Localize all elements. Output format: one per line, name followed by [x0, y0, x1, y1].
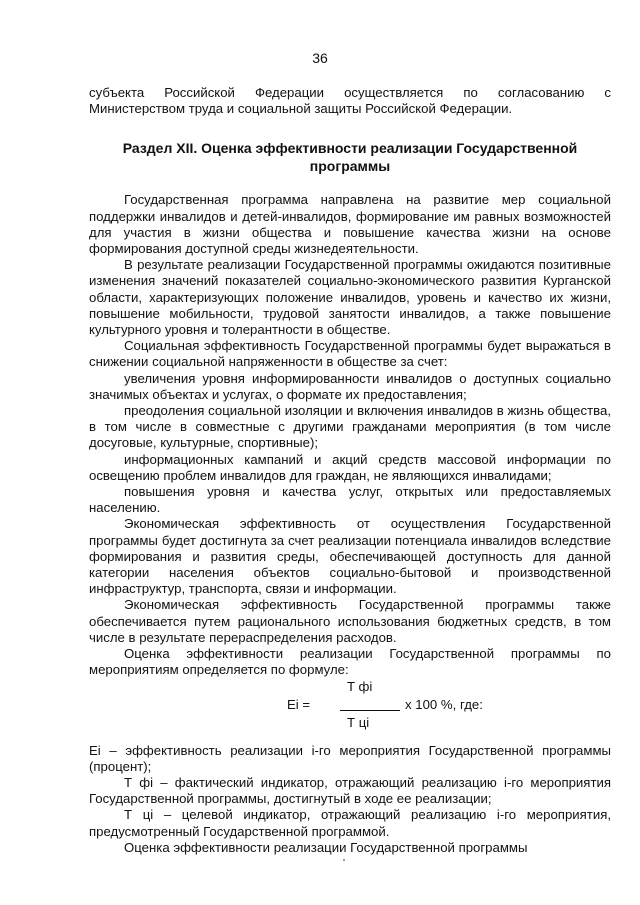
scan-speck — [343, 859, 345, 861]
efficiency-formula — [89, 679, 611, 743]
definition: Т цi – целевой индикатор, отражающий реализацию i-го мероприятия, предусмотренный Государственной программой. — [89, 807, 611, 839]
intro-paragraph: субъекта Российской Федерации осуществляется по согласованию с Министерством труда и социальной защиты Российской Федерации. — [89, 85, 611, 117]
paragraph: Социальная эффективность Государственной программы будет выражаться в снижении социальной напряженности в обществе за счет: — [89, 338, 611, 370]
formula-lhs: Еi = — [287, 696, 311, 712]
formula-numerator: T фi — [347, 678, 373, 694]
paragraph: Государственная программа направлена на развитие мер социальной поддержки инвалидов и детей-инвалидов, формирование им равных возможностей для участия в жизни общества и повышение качества жизни на основе формирования доступной среды жизнедеятельности. — [89, 192, 611, 257]
formula-fraction-bar — [340, 710, 400, 711]
list-item: повышения уровня и качества услуг, открытых или предоставляемых населению. — [89, 484, 611, 516]
paragraph: Оценка эффективности реализации Государственной программы по мероприятиям определяется по формуле: — [89, 646, 611, 678]
section-title: Раздел XII. Оценка эффективности реализации Государственной программы — [122, 140, 578, 175]
page-number: 36 — [312, 50, 328, 66]
list-item: информационных кампаний и акций средств массовой информации по освещению проблем инвалидов для граждан, не являющихся инвалидами; — [89, 451, 611, 483]
paragraph: Оценка эффективности реализации Государственной программы — [124, 839, 528, 855]
document-body — [89, 85, 611, 856]
formula-rhs: x 100 %, где: — [405, 696, 483, 712]
formula-denominator: Т цi — [347, 714, 370, 730]
list-item: преодоления социальной изоляции и включения инвалидов в жизнь общества, в том числе в совместные с другими гражданами мероприятия (в том числе досуговые, культурные, спортивные); — [89, 403, 611, 451]
paragraph: Экономическая эффективность от осуществления Государственной программы будет достигнута за счет реализации потенциала инвалидов вследствие формирования и развития среды, обеспечивающей доступность для данной категории населения объектов социально-бытовой и производственной инфраструктур, транспорта, связи и информации. — [89, 516, 611, 597]
list-item: увеличения уровня информированности инвалидов о доступных социально значимых объектах и услугах, о формате их предоставления; — [89, 370, 611, 402]
paragraph: Экономическая эффективность Государственной программы также обеспечивается путем рационального использования бюджетных средств, в том числе в результате перераспределения расходов. — [89, 597, 611, 645]
paragraph: В результате реализации Государственной программы ожидаются позитивные изменения значений показателей социально-экономического развития Курганской области, характеризующих положение инвалидов, уровень и качество их жизни, повышение мобильности, трудовой занятости инвалидов, а также повышение культурного уровня и толерантности в обществе. — [89, 257, 611, 338]
definition: Т фi – фактический индикатор, отражающий реализацию i-го мероприятия Государственной программы, достигнутый в ходе ее реализации; — [89, 774, 611, 807]
definition: Еi – эффективность реализации i-го мероприятия Государственной программы (процент); — [89, 742, 611, 774]
